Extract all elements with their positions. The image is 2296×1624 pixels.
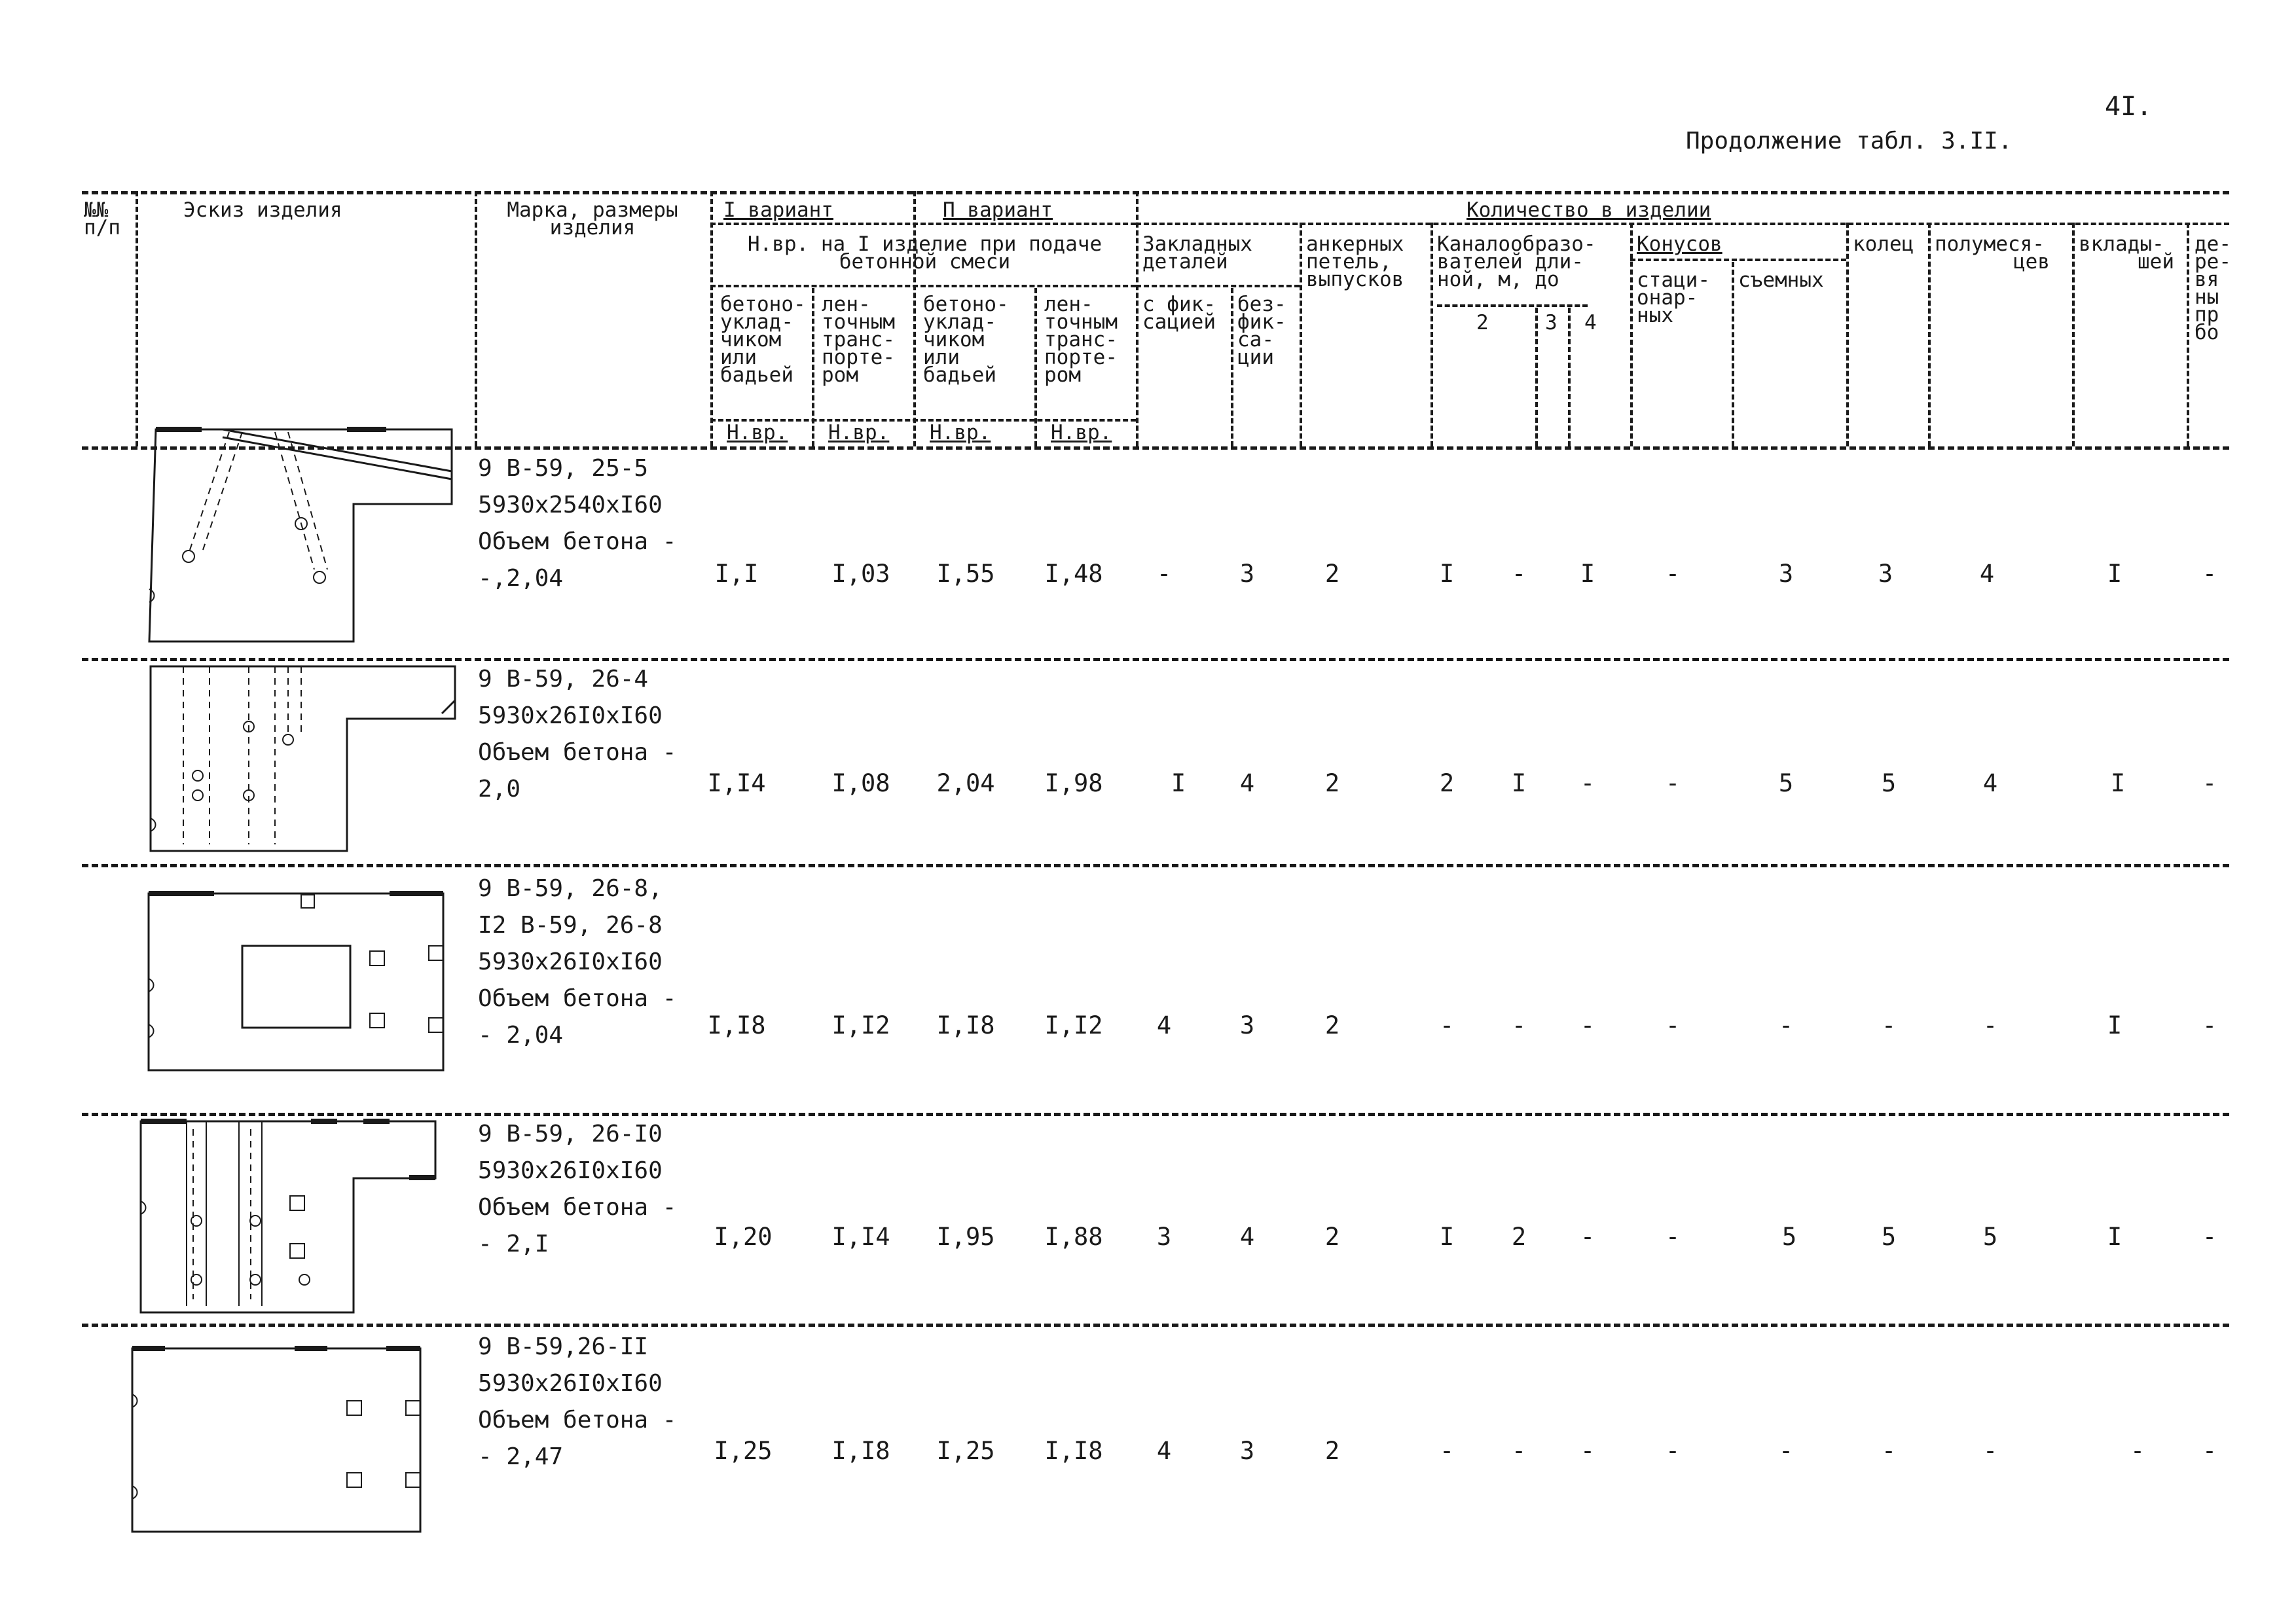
- cell-value: 2: [1324, 1011, 1340, 1039]
- col-rule: [1846, 223, 1849, 446]
- col-rule: [1630, 223, 1633, 446]
- header-ch-2: 2: [1476, 311, 1489, 334]
- cell-value: -: [2202, 1223, 2217, 1251]
- col-rule: [710, 191, 713, 446]
- col-rule: [1034, 288, 1037, 446]
- cell-value: 4: [1156, 1011, 1172, 1039]
- cell-value: I,I2: [1044, 1011, 1103, 1039]
- cell-value: 2: [1324, 560, 1340, 588]
- header-belt-1: лен- точным транс- порте- ром: [822, 293, 895, 387]
- cell-value: I,I2: [831, 1011, 890, 1039]
- row-mark: 9 В-59, 26-I0 5930х26I0хI60 Объем бетона - - 2,I: [478, 1121, 677, 1257]
- cell-value: -: [1665, 1223, 1681, 1251]
- cell-value: -: [1580, 1011, 1595, 1039]
- cell-value: -: [1511, 560, 1527, 588]
- header-embedded: Закладных деталей: [1142, 232, 1252, 274]
- row-mark: 9 В-59, 25-5 5930х2540хI60 Объем бетона - -,2,04: [478, 455, 677, 592]
- cell-value: -: [2202, 1437, 2217, 1465]
- header-rings: колец: [1853, 232, 1914, 256]
- header-anchors: анкерных петель, выпусков: [1306, 232, 1404, 291]
- cell-value: 4: [1979, 560, 1995, 588]
- cell-value: -: [1665, 769, 1681, 797]
- cell-value: I,25: [936, 1437, 995, 1465]
- product-sketch: [144, 425, 458, 648]
- header-variant-2: П вариант: [943, 198, 1053, 222]
- header-rule: [1136, 285, 1300, 287]
- col-rule: [812, 288, 814, 446]
- cell-value: I: [2107, 1223, 2123, 1251]
- col-rule: [1430, 223, 1433, 446]
- header-concrete-2: бетоно- уклад- чиком или бадьей: [923, 293, 1009, 387]
- cell-value: 3: [1239, 1437, 1255, 1465]
- cell-value: -: [1665, 560, 1681, 588]
- cell-value: 3: [1239, 560, 1255, 588]
- cell-value: 3: [1778, 560, 1794, 588]
- cell-value: I,25: [714, 1437, 773, 1465]
- cell-value: -: [1580, 1223, 1595, 1251]
- row-separator: [82, 1324, 2229, 1327]
- cell-value: 3: [1156, 1223, 1172, 1251]
- cell-value: -: [1580, 1437, 1595, 1465]
- header-channel: Каналообразо- вателей дли- ной, м, до: [1437, 232, 1596, 291]
- cell-value: 4: [1156, 1437, 1172, 1465]
- cell-value: 2: [1324, 769, 1340, 797]
- header-rule: [710, 223, 1136, 225]
- header-sketch: Эскиз изделия: [183, 198, 342, 222]
- cell-value: I: [1439, 1223, 1455, 1251]
- cell-value: I: [1171, 769, 1186, 797]
- col-rule: [1928, 223, 1931, 446]
- cell-value: I,I8: [936, 1011, 995, 1039]
- header-ch-3: 3: [1545, 311, 1558, 334]
- row-mark: 9 В-59,26-II 5930х26I0хI60 Объем бетона - - 2,47: [478, 1333, 677, 1470]
- page-number: 4I.: [2105, 92, 2153, 122]
- product-sketch: [134, 1116, 448, 1319]
- cell-value: I,88: [1044, 1223, 1103, 1251]
- header-cones: Конусов: [1637, 232, 1722, 256]
- col-rule: [2187, 223, 2189, 446]
- cell-value: -: [1511, 1437, 1527, 1465]
- col-rule: [2072, 223, 2075, 446]
- header-cones-fixed: стаци- онар- ных: [1637, 268, 1710, 327]
- cell-value: 3: [1239, 1011, 1255, 1039]
- header-belt-2: лен- точным транс- порте- ром: [1044, 293, 1118, 387]
- table-top-rule: [82, 191, 2229, 194]
- cell-value: I: [2110, 769, 2126, 797]
- cell-value: -: [1439, 1011, 1455, 1039]
- header-hvr: Н.вр. на I изделие при подаче бетонной смеси: [747, 232, 1102, 274]
- cell-value: I,95: [936, 1223, 995, 1251]
- cell-value: I,08: [831, 769, 890, 797]
- cell-value: 2,04: [936, 769, 995, 797]
- cell-value: -: [1439, 1437, 1455, 1465]
- cell-value: I,55: [936, 560, 995, 588]
- product-sketch: [144, 661, 458, 857]
- cell-value: -: [1156, 560, 1172, 588]
- header-mark: Марка, размеры изделия: [507, 198, 678, 240]
- cell-value: -: [2202, 1011, 2217, 1039]
- cell-value: 2: [1511, 1223, 1527, 1251]
- cell-value: -: [1982, 1437, 1998, 1465]
- cell-value: -: [1881, 1437, 1897, 1465]
- header-emb-fix: с фик- сацией: [1142, 293, 1216, 334]
- header-concrete-1: бетоно- уклад- чиком или бадьей: [720, 293, 806, 387]
- col-rule: [1535, 308, 1538, 446]
- product-sketch: [141, 880, 455, 1077]
- header-unit: Н.вр.: [930, 421, 991, 444]
- cell-value: I,20: [714, 1223, 773, 1251]
- header-variant-1: I вариант: [723, 198, 833, 222]
- cell-value: 4: [1239, 1223, 1255, 1251]
- col-rule: [913, 191, 916, 446]
- cell-value: I,I8: [831, 1437, 890, 1465]
- cell-value: 5: [1881, 769, 1897, 797]
- cell-value: -: [1665, 1437, 1681, 1465]
- cell-value: 2: [1324, 1437, 1340, 1465]
- cell-value: 2: [1439, 769, 1455, 797]
- cell-value: I,I8: [1044, 1437, 1103, 1465]
- row-mark: 9 В-59, 26-4 5930х26I0хI60 Объем бетона - 2,0: [478, 666, 677, 803]
- cell-value: I: [1511, 769, 1527, 797]
- cell-value: I: [2107, 1011, 2123, 1039]
- col-rule: [475, 191, 477, 446]
- header-wood: де- ре- вя ны пр бо: [2195, 232, 2231, 344]
- header-half-moons: полумеся- цев: [1935, 232, 2050, 274]
- row-mark: 9 В-59, 26-8, I2 В-59, 26-8 5930х26I0хI60 Объем бетона - - 2,04: [478, 875, 677, 1049]
- cell-value: 4: [1982, 769, 1998, 797]
- header-unit: Н.вр.: [727, 421, 788, 444]
- cell-value: -: [2202, 769, 2217, 797]
- table-caption: Продолжение табл. 3.II.: [1686, 128, 2013, 154]
- cell-value: 5: [1982, 1223, 1998, 1251]
- cell-value: -: [1778, 1437, 1794, 1465]
- cell-value: I: [1580, 560, 1595, 588]
- header-cones-removable: съемных: [1738, 268, 1824, 292]
- header-unit: Н.вр.: [1051, 421, 1112, 444]
- col-rule: [1300, 223, 1302, 446]
- cell-value: I,48: [1044, 560, 1103, 588]
- cell-value: I: [1439, 560, 1455, 588]
- col-rule: [1568, 308, 1571, 446]
- cell-value: I,I4: [707, 769, 766, 797]
- header-emb-nofix: без- фик- са- ции: [1237, 293, 1286, 369]
- col-rule: [1732, 262, 1734, 446]
- cell-value: I,03: [831, 560, 890, 588]
- header-ch-4: 4: [1584, 311, 1597, 334]
- cell-value: -: [1665, 1011, 1681, 1039]
- header-unit: Н.вр.: [828, 421, 890, 444]
- cell-value: -: [2202, 560, 2217, 588]
- cell-value: 2: [1324, 1223, 1340, 1251]
- cell-value: 5: [1781, 1223, 1797, 1251]
- cell-value: -: [1778, 1011, 1794, 1039]
- col-rule: [136, 191, 138, 446]
- cell-value: I,I8: [707, 1011, 766, 1039]
- cell-value: -: [1881, 1011, 1897, 1039]
- cell-value: 5: [1778, 769, 1794, 797]
- header-rule: [710, 285, 1136, 287]
- cell-value: 4: [1239, 769, 1255, 797]
- header-rule: [1437, 304, 1588, 307]
- col-rule: [1136, 191, 1139, 446]
- header-rule: [1630, 259, 1846, 261]
- header-inserts: вклады- шей: [2079, 232, 2174, 274]
- cell-value: I,I4: [831, 1223, 890, 1251]
- cell-value: 3: [1878, 560, 1893, 588]
- cell-value: I: [2107, 560, 2123, 588]
- cell-value: -: [1982, 1011, 1998, 1039]
- row-separator: [82, 864, 2229, 867]
- cell-value: I,98: [1044, 769, 1103, 797]
- header-no: №№ п/п: [84, 198, 120, 240]
- cell-value: 5: [1881, 1223, 1897, 1251]
- col-rule: [1231, 288, 1233, 446]
- cell-value: -: [1511, 1011, 1527, 1039]
- cell-value: -: [2130, 1437, 2145, 1465]
- header-quantity: Количество в изделии: [1467, 198, 1711, 222]
- cell-value: -: [1580, 769, 1595, 797]
- cell-value: I,I: [714, 560, 759, 588]
- product-sketch: [124, 1335, 432, 1538]
